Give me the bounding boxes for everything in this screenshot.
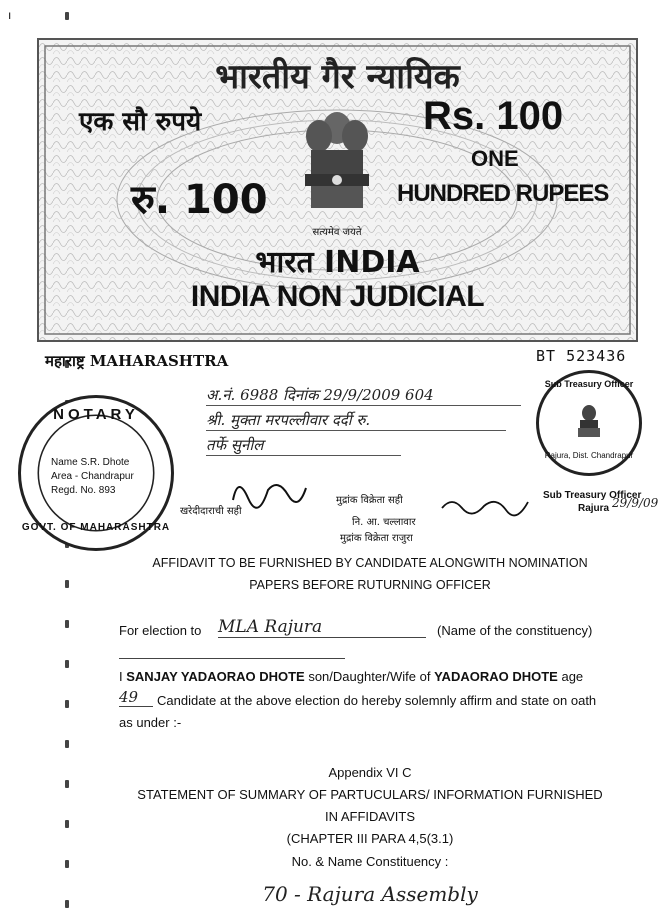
- decl-i: I: [119, 669, 123, 684]
- affidavit-title-line-1: AFFIDAVIT TO BE FURNISHED BY CANDIDATE ALONGWITH NOMINATION: [152, 556, 588, 570]
- register-line-3: तर्फे सुनील: [206, 435, 401, 456]
- blank-line: [119, 658, 345, 659]
- seller-place: मुद्रांक विक्रेता राजुरा: [340, 533, 413, 544]
- seller-signature: [440, 492, 530, 520]
- stamp-hindi-amount: एक सौ रुपये: [79, 107, 202, 137]
- notary-regd: Regd. No. 893: [51, 485, 116, 496]
- register-line-1: अ.नं. 6988 दिनांक 29/9/2009 604: [206, 385, 521, 406]
- decl-end: as under :-: [119, 715, 182, 730]
- age-fill: 49: [119, 688, 153, 707]
- treasury-seal-bottom: Rajura, Dist. Chandrapur: [544, 451, 634, 460]
- treasury-sign-date: 29/9/09: [612, 496, 659, 510]
- buyer-sign-label: खरेदीदाराची सही: [180, 506, 242, 517]
- stamp-rs-english: Rs. 100: [423, 94, 564, 138]
- statement-line-2: IN AFFIDAVITS: [324, 809, 416, 824]
- stamp-hundred-rupees: HUNDRED RUPEES: [397, 180, 609, 207]
- stamp-bharat-india: भारत INDIA: [255, 245, 420, 280]
- stamp-non-judicial: INDIA NON JUDICIAL: [190, 280, 485, 313]
- state-label: महाराष्ट्र MAHARASHTRA: [45, 352, 229, 370]
- notary-seal: [18, 395, 174, 551]
- stamp-one: ONE: [471, 146, 519, 171]
- register-line-2: श्री. मुक्ता मरपल्लीवार दर्दी रु.: [206, 410, 506, 431]
- decl-name: SANJAY YADAORAO DHOTE: [126, 669, 305, 684]
- emblem-motto: सत्यमेव जयते: [312, 227, 362, 238]
- notary-area: Area - Chandrapur: [51, 471, 134, 482]
- declaration-line-1: [119, 668, 583, 686]
- notary-name: Name S.R. Dhote: [51, 457, 130, 468]
- notary-seal-top: NOTARY: [53, 406, 139, 423]
- treasury-sign-place: Rajura: [578, 503, 610, 514]
- appendix-label: Appendix VI C: [328, 765, 412, 780]
- decl-rest: Candidate at the above election do hereby solemnly affirm and state on oath: [157, 693, 597, 708]
- serial-number: BT 523436: [536, 347, 627, 365]
- statement-line-1: STATEMENT OF SUMMARY OF PARTUCULARS/ INFORMATION FURNISHED: [137, 787, 603, 802]
- stamp-rs-hindi: रु. 100: [131, 177, 268, 223]
- chapter-label: (CHAPTER III PARA 4,5(3.1): [286, 831, 454, 846]
- decl-mid: son/Daughter/Wife of: [308, 669, 431, 684]
- constituency-fill: 70 - Rajura Assembly: [262, 882, 478, 906]
- election-suffix: (Name of the constituency): [437, 623, 593, 638]
- election-fill: MLA Rajura: [218, 617, 426, 638]
- election-prefix: For election to: [119, 623, 202, 638]
- treasury-sign-label: Sub Treasury Officer: [543, 490, 642, 501]
- stamp-paper: [37, 38, 638, 342]
- stamp-hindi-title: भारतीय गैर न्यायिक: [215, 57, 460, 97]
- treasury-seal: [536, 370, 642, 476]
- emblem-small-icon: [574, 403, 604, 439]
- decl-age: age: [561, 669, 584, 684]
- notary-seal-bottom: GOVT. OF MAHARASHTRA: [21, 522, 171, 533]
- corner-mark: ı: [8, 8, 12, 22]
- affidavit-title-line-2: PAPERS BEFORE RUTURNING OFFICER: [249, 578, 491, 592]
- decl-father: YADAORAO DHOTE: [434, 669, 558, 684]
- seller-sign-label: मुद्रांक विक्रेता सही: [336, 495, 403, 506]
- seller-name: नि. आ. चल्लावार: [352, 517, 416, 528]
- constituency-label: No. & Name Constituency :: [291, 854, 449, 869]
- treasury-seal-top: Sub Treasury Officer: [544, 379, 634, 389]
- national-emblem-icon: [297, 100, 377, 230]
